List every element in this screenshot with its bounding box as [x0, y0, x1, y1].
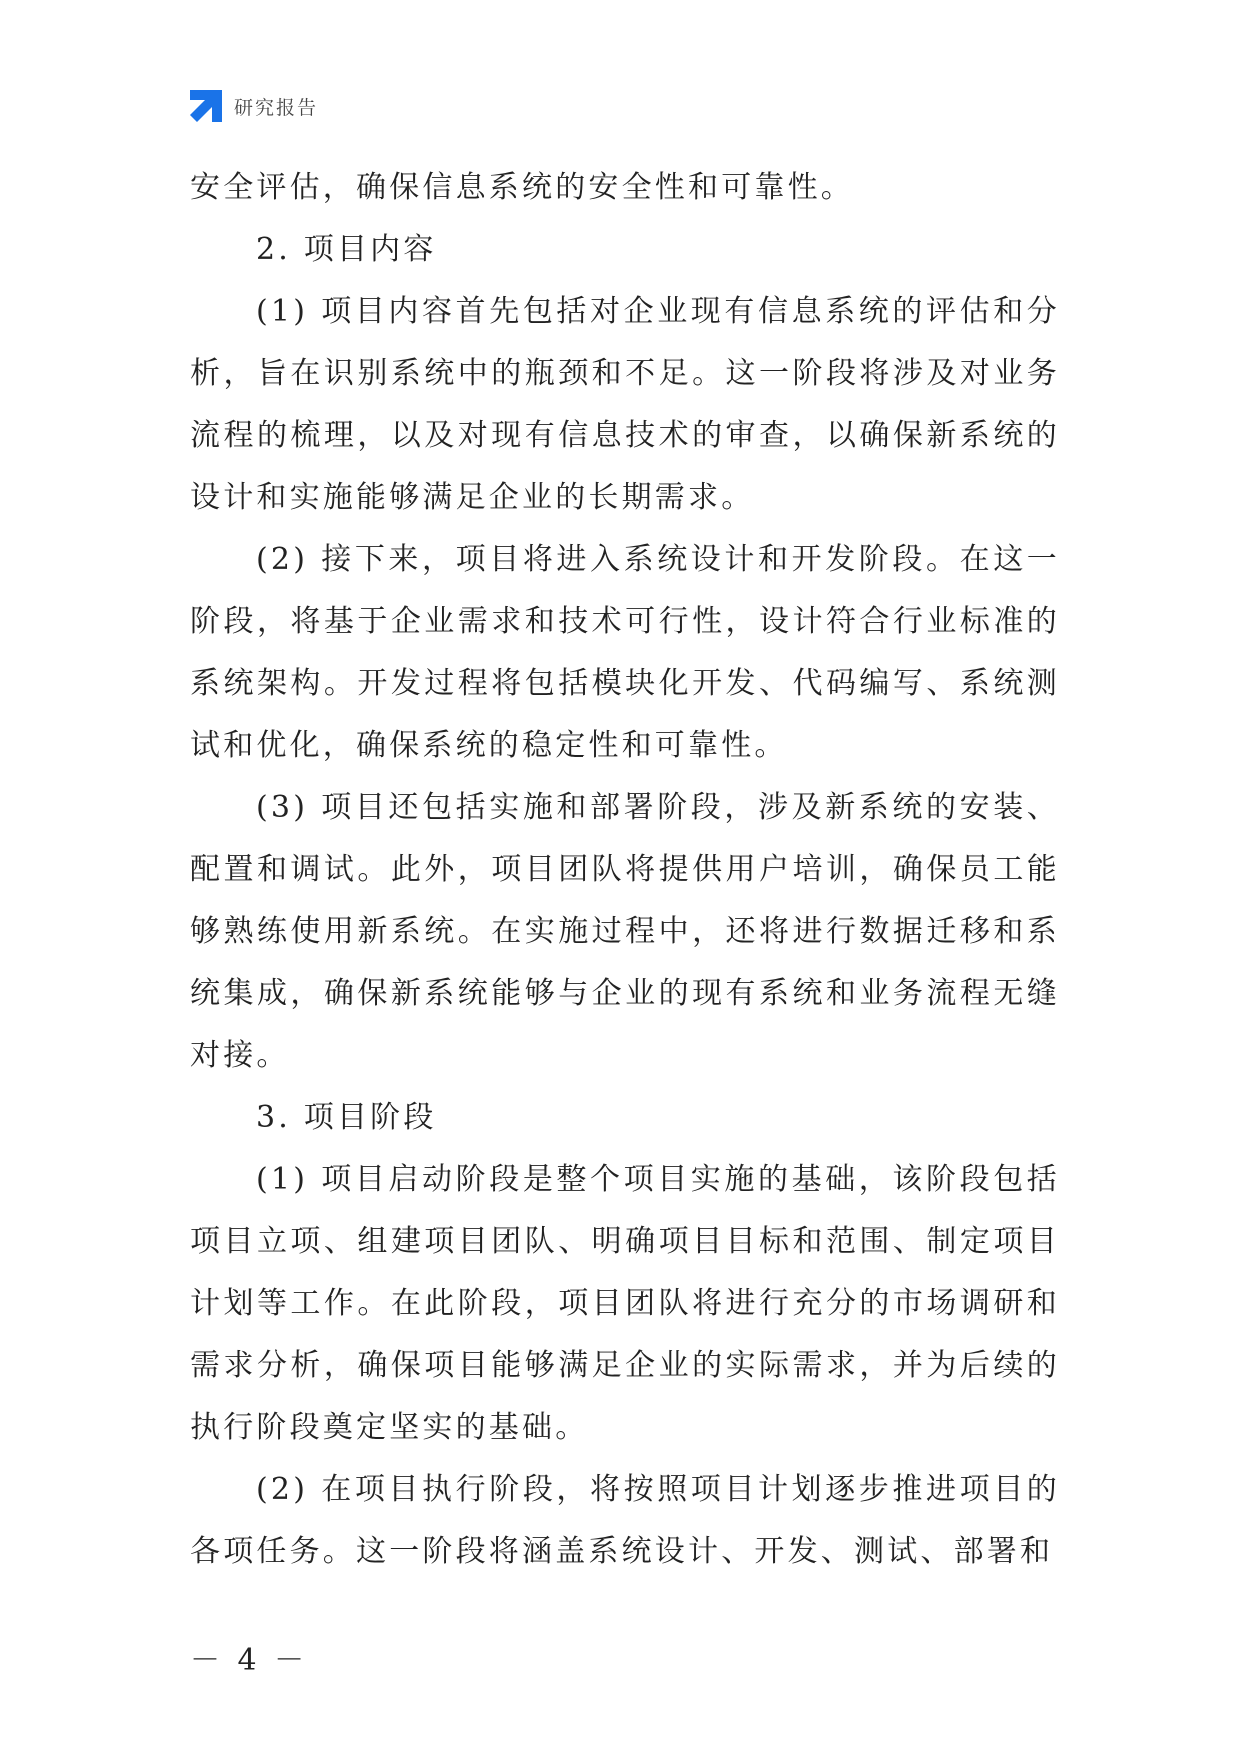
paragraph: (2) 在项目执行阶段，将按照项目计划逐步推进项目的各项任务。这一阶段将涵盖系统设计、开发、测试、部署和 — [190, 1472, 1060, 1569]
header-title: 研究报告 — [234, 96, 319, 119]
paragraph: (3) 项目还包括实施和部署阶段，涉及新系统的安装、配置和调试。此外，项目团队将提供用户培训，确保员工能够熟练使用新系统。在实施过程中，还将进行数据迁移和系统集成，确保新系统能够与企业的现有系统和业务流程无缝对接。 — [190, 790, 1060, 1073]
report-header — [190, 88, 318, 124]
paragraph: (2) 接下来，项目将进入系统设计和开发阶段。在这一阶段，将基于企业需求和技术可行性，设计符合行业标准的系统架构。开发过程将包括模块化开发、代码编写、系统测试和优化，确保系统的稳定性和可靠性。 — [190, 542, 1060, 763]
section-heading-project-content: 2. 项目内容 — [256, 232, 437, 267]
section-heading-project-phases: 3. 项目阶段 — [256, 1100, 437, 1135]
page-number: － 4 － — [190, 1643, 309, 1678]
paragraph: (1) 项目启动阶段是整个项目实施的基础，该阶段包括项目立项、组建项目团队、明确项目目标和范围、制定项目计划等工作。在此阶段，项目团队将进行充分的市场调研和需求分析，确保项目能够满足企业的实际需求，并为后续的执行阶段奠定坚实的基础。 — [190, 1162, 1060, 1445]
arrow-logo-icon — [190, 90, 222, 122]
document-body — [190, 157, 1060, 1583]
paragraph-continuation: 安全评估，确保信息系统的安全性和可靠性。 — [190, 170, 854, 205]
paragraph: (1) 项目内容首先包括对企业现有信息系统的评估和分析，旨在识别系统中的瓶颈和不足。这一阶段将涉及对业务流程的梳理，以及对现有信息技术的审查，以确保新系统的设计和实施能够满足企业的长期需求。 — [190, 294, 1060, 515]
